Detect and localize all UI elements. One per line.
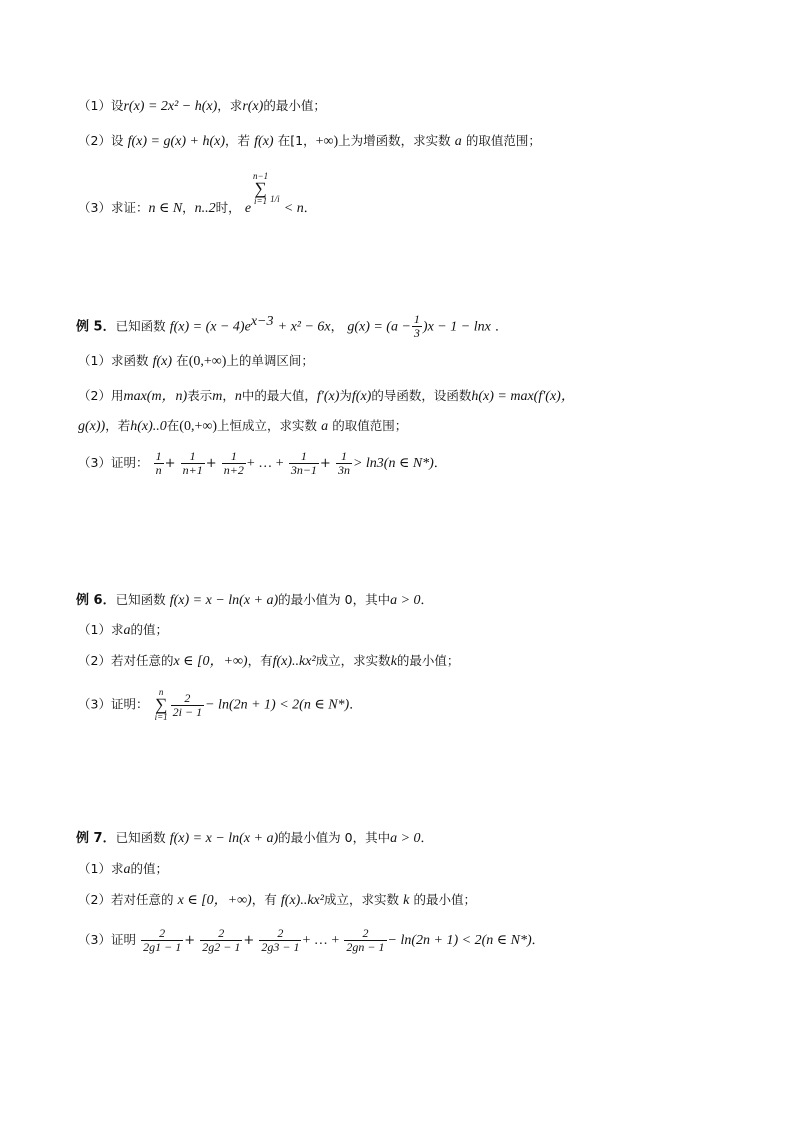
text: ，: [222, 388, 235, 403]
text: 的取值范围；: [332, 418, 408, 433]
math-expr: f′(x): [316, 389, 340, 404]
example-title: 例 7．: [76, 831, 116, 846]
item-label: （1）求: [78, 622, 124, 637]
item-label: （2）用: [78, 388, 124, 403]
text: ．: [349, 696, 362, 712]
text: 上为增函数，求实数: [338, 133, 451, 148]
text: ，若: [225, 133, 251, 148]
math-var: k: [403, 893, 410, 908]
denominator: n+1: [182, 463, 203, 477]
fraction: [289, 450, 319, 477]
denominator: 2g2 − 1: [202, 940, 241, 954]
item-label: （3）证明: [78, 932, 136, 947]
ex5-q1: [78, 352, 314, 371]
fraction: [181, 450, 205, 477]
math-expr: f(x): [351, 389, 372, 404]
item-label: （3）证明：: [78, 455, 149, 470]
example-title: 例 5．: [76, 319, 116, 335]
text: 已知函数: [115, 318, 166, 334]
denominator: n+2: [223, 463, 244, 477]
text: 表示: [187, 388, 213, 403]
block0-item1: [78, 97, 326, 116]
math-expr: r(x) = 2x² − h(x): [123, 99, 218, 114]
math-expr: max(m，n): [123, 389, 188, 404]
math-expr: n..2: [194, 201, 216, 216]
ex7-q2: [78, 891, 476, 910]
fraction: [222, 450, 246, 477]
numerator: 2: [171, 692, 204, 706]
fraction: [200, 927, 242, 954]
ex6-q2: [78, 652, 459, 671]
denominator: 2g3 − 1: [261, 940, 300, 954]
ex7-q1: [78, 860, 168, 879]
math-expr: g(x) = (a −: [347, 319, 411, 335]
numerator: 1: [413, 312, 420, 327]
math-expr: f(x) = x − ln(x + a): [169, 831, 279, 846]
math-expr: a > 0: [390, 593, 421, 608]
text: ，若: [105, 418, 131, 433]
fraction: [154, 450, 164, 477]
numerator: 1: [222, 450, 246, 464]
ex6-title-line: [76, 591, 433, 610]
math-var: a: [454, 134, 462, 149]
text: ．: [494, 318, 508, 334]
math-expr: x ∈ [0，+∞): [173, 654, 248, 669]
fraction: [344, 927, 386, 954]
fraction: [171, 692, 204, 719]
text: 的值；: [130, 622, 168, 637]
item-label: （3）证明：: [78, 696, 149, 712]
sum-lower: i=1: [254, 196, 268, 206]
math-expr: − ln(2n + 1) < 2(n ∈ N*): [387, 933, 532, 948]
text: ，求: [217, 98, 243, 113]
ex7-title-line: [76, 829, 433, 848]
sum-upper: n−1: [253, 171, 269, 181]
denominator: 2g1 − 1: [143, 940, 182, 954]
text: ．: [531, 932, 545, 947]
numerator: 1: [289, 450, 319, 464]
text: 的最小值；: [263, 98, 326, 113]
numerator: 2: [200, 927, 242, 941]
item-label: （1）求: [78, 861, 124, 876]
sigma-icon: ∑: [254, 179, 267, 198]
text: 的值；: [130, 861, 168, 876]
denominator: 2gn − 1: [346, 940, 385, 954]
ellipsis: + … +: [246, 456, 284, 471]
denominator: 2i − 1: [172, 704, 203, 719]
sum-lower: i=1: [154, 712, 168, 722]
example-title: 例 6．: [76, 593, 116, 608]
math-expr: f(x) = x − ln(x + a): [169, 593, 279, 608]
text: 已知函数: [115, 830, 166, 845]
math-expr: n ∈ N: [148, 201, 183, 216]
math-expr: + x² − 6x: [277, 319, 331, 335]
text: ，有: [247, 653, 273, 668]
numerator: 2: [259, 927, 301, 941]
text: ．: [303, 200, 317, 215]
summation: [155, 688, 168, 722]
text: 的最小值；: [396, 653, 460, 668]
numerator: 1: [336, 450, 352, 464]
math-expr: f(x) = (x − 4)e: [169, 319, 251, 335]
ellipsis: + … +: [302, 933, 340, 948]
item-label: （2）若对任意的: [78, 892, 174, 907]
math-expr: < n: [283, 201, 304, 216]
numerator: 1: [181, 450, 205, 464]
math-expr: x ∈ [0，+∞): [177, 893, 252, 908]
numerator: 2: [141, 927, 183, 941]
text: 为: [339, 388, 352, 403]
math-expr: r(x): [242, 99, 264, 114]
fraction: [336, 450, 352, 477]
fraction: [141, 927, 183, 954]
math-expr: > ln3(n ∈ N*): [352, 456, 434, 471]
sum-upper: n: [158, 687, 164, 697]
block0-item2: [78, 132, 541, 151]
text: 成立，求实数: [323, 892, 399, 907]
numerator: 2: [344, 927, 386, 941]
item-label: （2）若对任意的: [78, 653, 174, 668]
sum-term: 1/i: [270, 194, 280, 204]
text: ，: [182, 200, 195, 215]
text: 的最小值为 0，其中: [278, 592, 391, 607]
ex5-q3: （3）证明： $\frac{1}{n}$ + $\frac{1}{n+1}$ + $\frac{1}{n+2}$ + … + $\frac{1}{3n-1}$ + $\frac{1}{3n}$ > ln3(n ∈ N*)．: [78, 449, 447, 477]
ex6-q1: [78, 621, 168, 640]
item-label: （1）求函数: [78, 353, 149, 368]
ex5-q2: [78, 387, 575, 406]
math-var: m: [212, 389, 223, 404]
text: 在: [166, 418, 180, 433]
math-var: a: [123, 623, 131, 638]
ex5-title-line: [76, 313, 507, 340]
text: 上的单调区间；: [226, 353, 314, 368]
text: 成立，求实数: [315, 653, 391, 668]
math-var: n: [234, 389, 242, 404]
math-var: k: [390, 654, 397, 669]
item-label: （3）求证：: [78, 200, 149, 215]
text: ，有: [251, 892, 277, 907]
fraction: [259, 927, 301, 954]
item-label: （1）设: [78, 98, 124, 113]
math-expr: f(x) = g(x) + h(x): [127, 134, 225, 149]
text: 的最小值为 0，其中: [278, 830, 391, 845]
item-label: （2）设: [78, 133, 124, 148]
math-expr: h(x)..0: [130, 419, 167, 434]
denominator: 3n: [337, 463, 350, 477]
numerator: 1: [155, 449, 162, 463]
math-expr: f(x): [254, 134, 274, 149]
math-expr: − ln(2n + 1) < 2(n ∈ N*): [205, 697, 350, 713]
math-expr: (0,+∞): [188, 354, 227, 369]
text: 在[1，: [277, 133, 316, 148]
text: 的最小值；: [413, 892, 476, 907]
math-expr: f(x)..kx²: [280, 893, 324, 908]
denominator: 3: [413, 326, 420, 341]
math-expr: f(x): [152, 354, 173, 369]
text: 的取值范围；: [465, 133, 541, 148]
ex6-q3: [78, 688, 362, 722]
math-expr: a > 0: [390, 831, 421, 846]
math-var: a: [123, 862, 131, 877]
denominator: 3n−1: [290, 463, 317, 477]
text: 上恒成立，求实数: [216, 418, 317, 433]
text: ．: [420, 830, 434, 845]
math-expr: g(x)): [78, 419, 106, 434]
text: 在: [176, 353, 189, 368]
summation: [253, 172, 268, 206]
text: 中的最大值，: [241, 388, 317, 403]
exponent: x−3: [250, 314, 274, 329]
math-var: e: [244, 201, 252, 216]
denominator: n: [155, 463, 162, 477]
math-var: a: [321, 419, 329, 434]
math-expr: +∞): [315, 134, 339, 149]
math-expr: f(x)..kx²: [272, 654, 316, 669]
text: 的导函数，设函数: [371, 388, 472, 403]
text: ．: [433, 455, 447, 470]
text: ．: [420, 592, 434, 607]
math-expr: )x − 1 − lnx: [422, 319, 491, 335]
sigma-icon: ∑: [155, 695, 168, 714]
ex5-q2b: [78, 417, 407, 436]
fraction: [412, 313, 422, 340]
block0-item3: [78, 172, 316, 218]
text: ，: [330, 318, 344, 334]
text: 已知函数: [115, 592, 166, 607]
text: 时，: [215, 200, 241, 215]
math-expr: (0,+∞): [179, 419, 217, 434]
ex7-q3: （3）证明 $\frac{2}{2g1 - 1}$ + $\frac{2}{2g2 - 1}$ + $\frac{2}{2g3 - 1}$ + … + $\frac{2}{2gn - 1}$ − ln(2n + 1) < 2(n ∈ N*)．: [78, 926, 545, 954]
math-expr: h(x) = max(f′(x)，: [471, 389, 575, 404]
